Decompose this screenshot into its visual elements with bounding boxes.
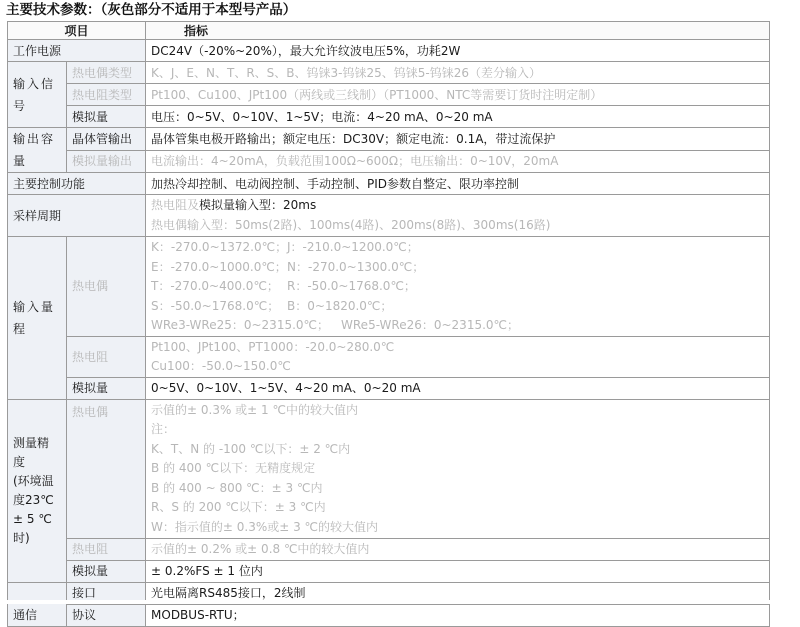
communication-label: 通信 [8,582,67,626]
list-item: E：-270.0~1000.0℃；N：-270.0~1300.0℃； [151,259,425,274]
list-item: 示值的± 0.3% 或± 1 ℃中的较大值内 [151,402,358,417]
table-row [8,84,770,106]
list-item: W：指示值的± 0.3%或± 3 ℃的较大值内 [151,519,379,534]
spec-table [7,21,770,627]
table-row [8,62,770,84]
input-range-rtd-values [146,336,770,377]
list-item: WRe3-WRe25：0~2315.0℃； WRe5-WRe26：0~2315.0℃； [151,318,520,332]
accuracy-tc-values [146,399,770,538]
input-signal-value-analog: 电压：0~5V、0~10V、1~5V；电流：4~20 mA、0~20 mA [146,106,770,128]
communication-sub-protocol: 协议 [67,604,146,626]
table-row [8,106,770,128]
list-item: 注： [151,422,176,436]
table-row [8,399,770,538]
table-row [8,377,770,399]
accuracy-analog-value: ± 0.2%FS ± 1 位内 [146,560,770,582]
input-range-sub-analog: 模拟量 [67,377,146,399]
page-heading: 主要技术参数：（灰色部分不适用于本型号产品） [6,2,297,18]
list-item: R、S 的 200 ℃以下：± 3 ℃内 [151,500,326,514]
list-item: T：-270.0~400.0℃； R：-50.0~1768.0℃； [151,279,416,293]
sampling-label: 采样周期 [8,195,146,237]
table-row [8,560,770,582]
input-range-sub-tc: 热电偶 [67,237,146,337]
list-item: Pt100、JPt100、PT1000：-20.0~280.0℃ [151,339,395,354]
accuracy-sub-rtd: 热电阻 [67,538,146,560]
input-signal-value-rtd: Pt100、Cu100、JPt100（两线或三线制）（PT1000、NTC等需要订货时注明定制） [146,84,770,106]
table-row [8,336,770,377]
input-signal-sub-rtd: 热电阻类型 [67,84,146,106]
list-item: K：-270.0~1372.0℃；J：-210.0~1200.0℃； [151,240,419,254]
communication-interface-value: 光电隔离RS485接口，2线制 [146,582,770,604]
list-item: B 的 400 ℃以下：无精度规定 [151,461,316,475]
input-signal-sub-analog: 模拟量 [67,106,146,128]
header-item: 项目 [8,22,146,40]
communication-sub-interface: 接口 [67,582,146,604]
output-value-transistor: 晶体管集电极开路输出；额定电压：DC30V；额定电流：0.1A，带过流保护 [146,128,770,151]
input-range-sub-rtd: 热电阻 [67,336,146,377]
sampling-line1-gray: 热电阻及 [151,198,200,212]
accuracy-label: 测量精 度 (环境温 度23℃ ± 5 ℃ 时) [8,399,67,582]
accuracy-rtd-value: 示值的± 0.2% 或± 0.8 ℃中的较大值内 [146,538,770,560]
table-header-row [8,22,770,40]
list-item: B 的 400 ~ 800 ℃：± 3 ℃内 [151,480,323,495]
input-signal-sub-tc: 热电偶类型 [67,62,146,84]
output-value-analog: 电流输出：4~20mA，负载范围100Ω~600Ω；电压输出：0~10V，20mA [146,150,770,173]
accuracy-sub-analog: 模拟量 [67,560,146,582]
input-range-label: 输入量程 [8,237,67,400]
input-range-analog-value: 0~5V、0~10V、1~5V、4~20 mA、0~20 mA [146,377,770,399]
output-sub-analog: 模拟量输出 [67,150,146,173]
list-item: K、T、N 的 -100 ℃以下：± 2 ℃内 [151,441,351,456]
table-row [8,237,770,337]
page-bottom-edge [0,600,800,604]
power-value: DC24V（-20%~20%），最大允许纹波电压5%，功耗2W [146,40,770,62]
list-item: Cu100：-50.0~150.0℃ [151,359,291,373]
control-value: 加热冷却控制、电动阀控制、手动控制、PID参数自整定、限功率控制 [146,173,770,195]
table-row [8,195,770,237]
input-signal-label: 输入信号 [8,62,67,128]
input-range-tc-values [146,237,770,337]
sampling-value [146,195,770,237]
table-row [8,604,770,626]
power-label: 工作电源 [8,40,146,62]
accuracy-sub-tc: 热电偶 [67,399,146,538]
table-row [8,538,770,560]
table-row [8,128,770,151]
sampling-line2: 热电偶输入型：50ms(2路)、100ms(4路)、200ms(8路)、300ms(16路) [151,217,551,232]
header-spec: 指标 [146,22,770,40]
table-row [8,150,770,173]
table-row [8,173,770,195]
output-capacity-label: 输出容量 [8,128,67,173]
table-row [8,40,770,62]
control-label: 主要控制功能 [8,173,146,195]
output-sub-transistor: 晶体管输出 [67,128,146,151]
input-signal-value-tc: K、J、E、N、T、R、S、B、钨铼3-钨铼25、钨铼5-钨铼26（差分输入） [146,62,770,84]
sampling-line1-rest: 模拟量输入型：20ms [199,198,317,212]
list-item: S：-50.0~1768.0℃； B：0~1820.0℃； [151,298,393,313]
communication-protocol-value: MODBUS-RTU； [146,604,770,626]
